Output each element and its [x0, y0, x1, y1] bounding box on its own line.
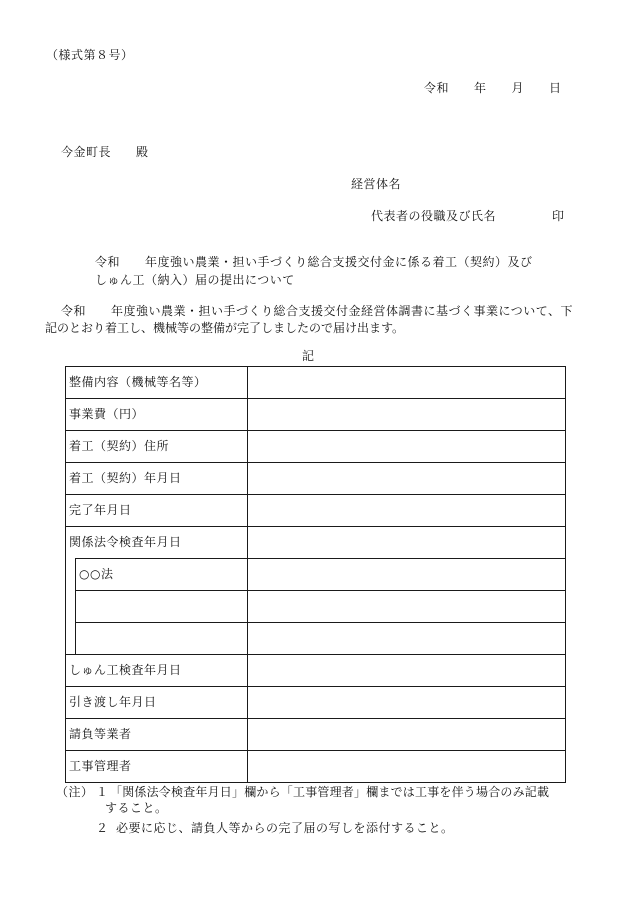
table-row [65, 686, 566, 719]
table-row [65, 430, 566, 463]
report-table [65, 366, 566, 783]
table-row [65, 462, 566, 495]
table-row [65, 654, 566, 687]
row-value-cell [248, 463, 565, 494]
row-value-cell [248, 751, 565, 782]
row-label: 着工（契約）住所 [66, 431, 248, 462]
row-label: 着工（契約）年月日 [66, 463, 248, 494]
notice-title-line: しゅん工（納入）届の提出について [95, 273, 295, 287]
row-value-cell [248, 495, 565, 526]
note-label: （注） [56, 785, 94, 799]
row-value-cell [248, 431, 565, 462]
row-value-cell [248, 527, 565, 559]
row-label: 関係法令検査年月日 [66, 527, 248, 559]
table-sub-row [75, 622, 566, 655]
ki-heading: 記 [302, 349, 315, 363]
row-label: 整備内容（機械等名等） [66, 367, 248, 398]
law-item-label: ○○法 [76, 559, 248, 590]
row-value-cell [248, 591, 565, 622]
body-line: 記のとおり着工し、機械等の整備が完了しましたので届け出ます。 [45, 321, 405, 335]
row-value-cell [248, 367, 565, 398]
note-text: 「関係法令検査年月日」欄から「工事管理者」欄までは工事を伴う場合のみ記載 [110, 785, 550, 799]
table-row [65, 366, 566, 399]
row-value-cell [248, 399, 565, 430]
row-value-cell [248, 687, 565, 718]
note-number: ２ [96, 821, 109, 835]
table-row [65, 494, 566, 527]
row-value-cell [248, 719, 565, 750]
row-value-cell [248, 559, 565, 590]
row-label: 完了年月日 [66, 495, 248, 526]
row-label: 引き渡し年月日 [66, 687, 248, 718]
form-number-label: （様式第８号） [46, 48, 134, 62]
addressee-line: 今金町長 殿 [61, 145, 149, 159]
table-row [65, 526, 566, 559]
row-value-cell [248, 655, 565, 686]
seal-mark: 印 [552, 209, 565, 223]
table-sub-row [75, 558, 566, 591]
law-item-label [76, 623, 248, 654]
row-label: 請負等業者 [66, 719, 248, 750]
table-row [65, 398, 566, 431]
table-row [65, 750, 566, 783]
representative-label: 代表者の役職及び氏名 [371, 209, 497, 223]
note-text: すること。 [105, 801, 168, 815]
entity-name-label: 経営体名 [351, 177, 402, 191]
notice-title-line: 令和 年度強い農業・担い手づくり総合支援交付金に係る着工（契約）及び [95, 255, 533, 269]
law-item-label [76, 591, 248, 622]
row-value-cell [248, 623, 565, 654]
row-label: 事業費（円） [66, 399, 248, 430]
table-sub-row [75, 590, 566, 623]
table-row [65, 718, 566, 751]
note-text: 必要に応じ、請負人等からの完了届の写しを添付すること。 [116, 821, 454, 835]
row-label: しゅん工検査年月日 [66, 655, 248, 686]
row-label: 工事管理者 [66, 751, 248, 782]
note-number: １ [96, 785, 109, 799]
date-line: 令和 年 月 日 [424, 81, 562, 95]
body-line: 令和 年度強い農業・担い手づくり総合支援交付金経営体調書に基づく事業について、下 [61, 304, 574, 318]
